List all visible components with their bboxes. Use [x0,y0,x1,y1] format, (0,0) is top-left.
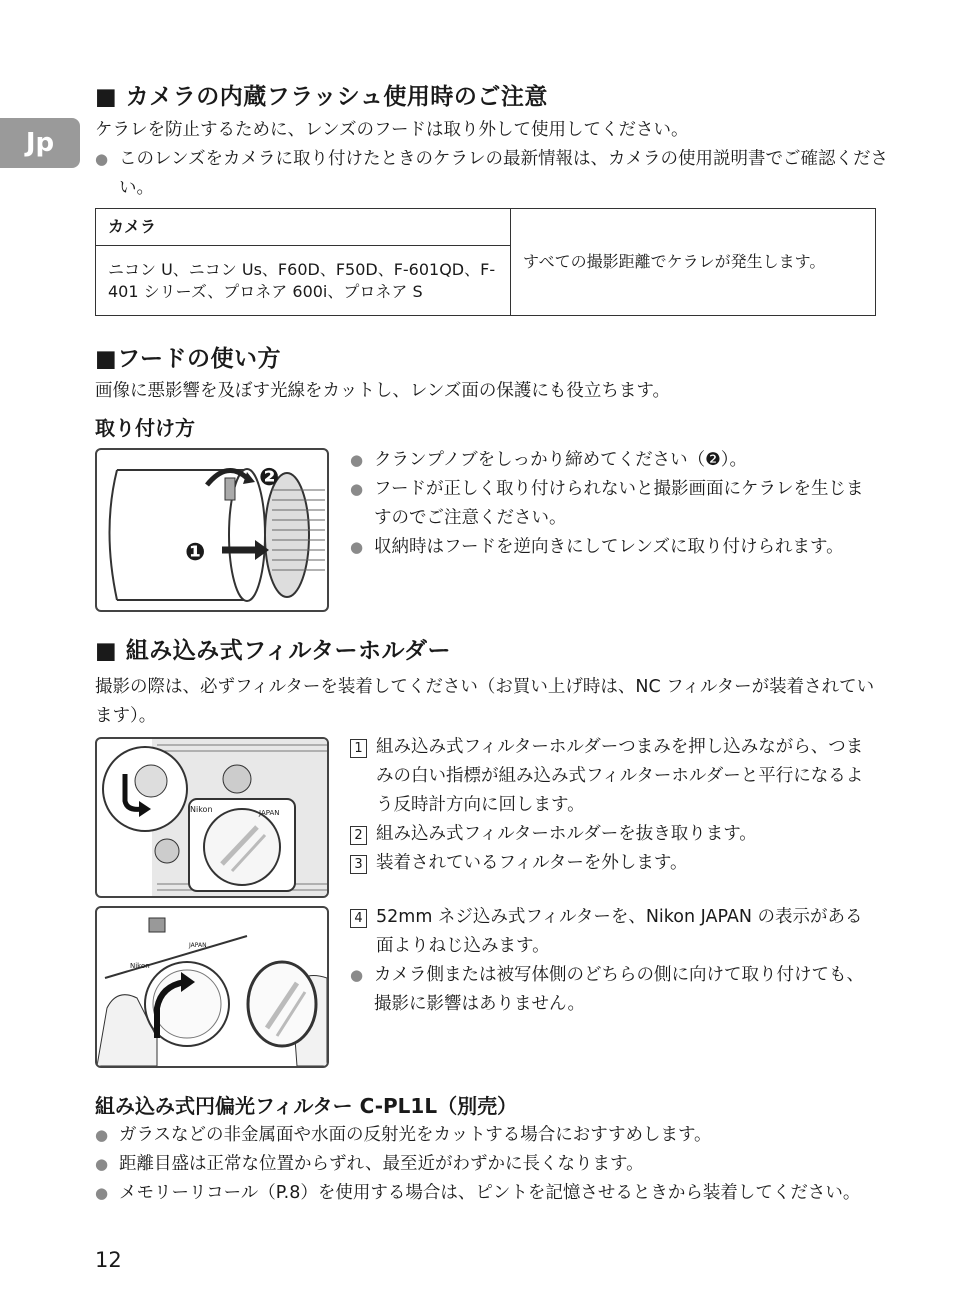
figure-label-1: ❶ [185,538,206,566]
flash-intro: ケラレを防止するために、レンズのフードは取り外して使用してください。 [95,120,689,140]
hood-bullet-3: ● 収納時はフードを逆向きにしてレンズに取り付けられます。 [350,533,880,562]
hood-intro: 画像に悪影響を及ぼす光線をカットし、レンズ面の保護にも役立ちます。 [95,381,670,401]
hood-bullet-1: ● クランプノブをしっかり締めてください（❷）。 [350,446,880,475]
hood-bullets [350,446,880,562]
camera-table-note: すべての撮影距離でケラレが発生します。 [511,209,876,316]
step-text-1: 組み込み式フィルターホルダーつまみを押し込みながら、つまみの白い指標が組み込み式フィルターホルダーと平行になるよう反時計方向に回します。 [376,737,864,815]
cpl-bullet-2: ● 距離目盛は正常な位置からずれ、最至近がわずかに長くなります。 [95,1150,880,1179]
step-text-2: 組み込み式フィルターホルダーを抜き取ります。 [376,824,757,844]
camera-table [95,208,876,316]
filter-step-2 [350,820,880,849]
hood-bullet-2: ● フードが正しく取り付けられないと撮影画面にケラレを生じますのでご注意ください。 [350,475,880,533]
filter-holder-illustration [97,739,327,896]
step-number-4: 4 [350,909,367,928]
flash-bullet: ● このレンズをカメラに取り付けたときのケラレの最新情報は、カメラの使用説明書でご確認ください。 [95,145,904,203]
filter-brand-label-1: Nikon [190,805,213,814]
step-number-3: 3 [350,855,367,874]
step-number-1: 1 [350,739,367,758]
cpl-bullet-1: ● ガラスなどの非金属面や水面の反射光をカットする場合におすすめします。 [95,1121,880,1150]
section-title-filter: ■ 組み込み式フィルターホルダー [95,638,452,664]
hood-illustration [97,450,327,610]
camera-table-cameras: ニコン U、ニコン Us、F60D、F50D、F-601QD、F-401 シリーズ、プロネア 600i、プロネア S [96,246,511,316]
language-tab [0,118,80,168]
step-number-2: 2 [350,826,367,845]
filter-screw-illustration [97,908,327,1066]
section-title-hood: ■フードの使い方 [95,346,282,372]
cpl-bullet-3: ● メモリーリコール（P.8）を使用する場合は、ピントを記憶させるときから装着してください。 [95,1179,880,1208]
filter-intro: 撮影の際は、必ずフィルターを装着してください（お買い上げ時は、NC フィルターが装着されています）。 [95,677,875,726]
cpl-bullets [95,1121,880,1208]
figure-label-2: ❷ [259,463,280,491]
hood-figure [95,448,329,612]
filter-steps-a [350,733,880,878]
hood-subtitle: 取り付け方 [95,416,195,440]
filter-bullet: ● カメラ側または被写体側のどちらの側に向けて取り付けても、撮影に影響はありません。 [350,961,880,1019]
camera-table-header: カメラ [96,209,511,246]
filter-country-label-2: JAPAN [189,942,207,949]
filter-step-1 [350,733,880,820]
filter-step-4 [350,903,880,961]
filter-step-3 [350,849,880,878]
step-text-3: 装着されているフィルターを外します。 [376,853,688,873]
step-text-4: 52mm ネジ込み式フィルターを、Nikon JAPAN の表示がある面よりねじ込みます。 [376,907,863,956]
filter-steps-b [350,903,880,1019]
filter-figure-1 [95,737,329,898]
section-title-flash: ■ カメラの内蔵フラッシュ使用時のご注意 [95,84,548,110]
page-number: 12 [95,1248,122,1272]
filter-figure-2 [95,906,329,1068]
filter-brand-label-2: Nikon [130,962,150,970]
filter-country-label-1: JAPAN [259,809,280,817]
section-title-cpl: 組み込み式円偏光フィルター C-PL1L（別売） [95,1094,518,1118]
language-tab-label: Jp [25,128,55,158]
